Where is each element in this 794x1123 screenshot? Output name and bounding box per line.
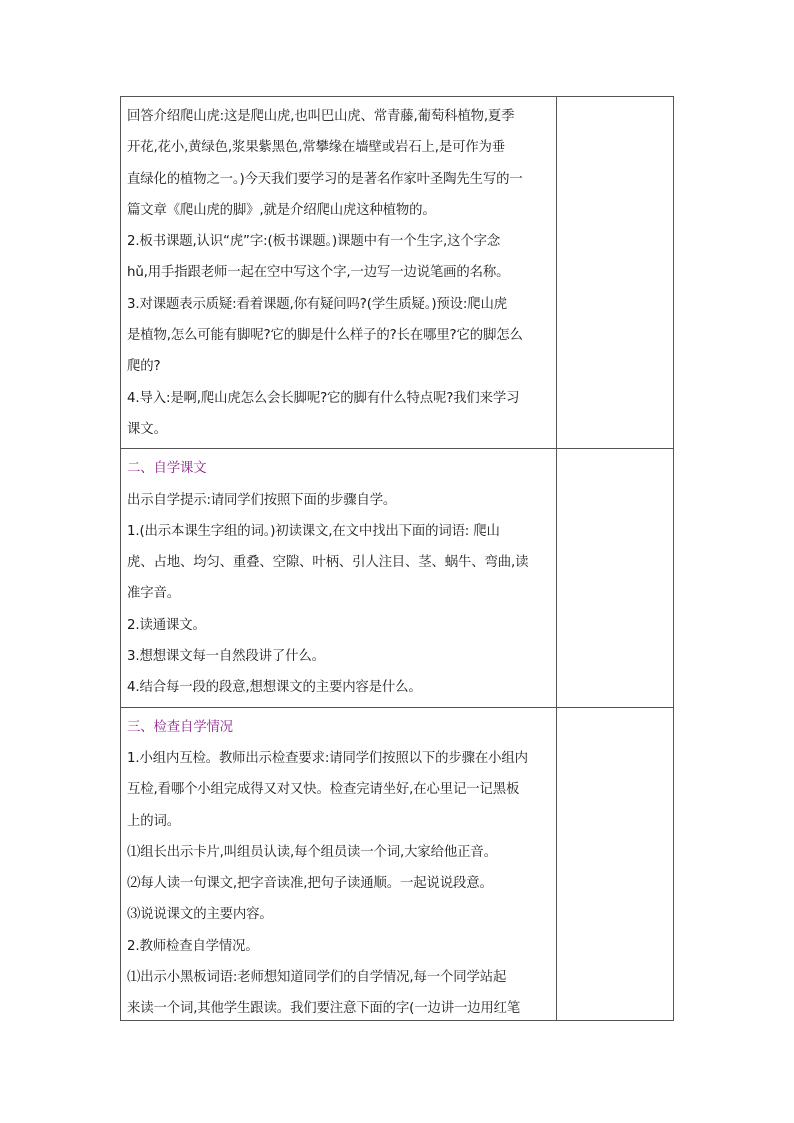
- text-line: 4.结合每一段的段意,想想课文的主要内容是什么。: [127, 680, 422, 696]
- table-row: [121, 97, 674, 449]
- main-cell: [121, 449, 557, 707]
- text-line: 准字音。: [127, 586, 180, 602]
- text-line: 1.小组内互检。教师出示检查要求:请同学们按照以下的步骤在小组内: [127, 750, 528, 766]
- text-line: 直绿化的植物之一。)今天我们要学习的是著名作家叶圣陶先生写的一: [127, 171, 523, 187]
- text-line: 互检,看哪个小组完成得又对又快。检查完请坐好,在心里记一记黑板: [127, 782, 520, 798]
- table-row: [121, 449, 674, 707]
- text-line: ⑴组长出示卡片,叫组员认读,每个组员读一个词,大家给他正音。: [127, 844, 497, 860]
- text-line: 3.想想课文每一自然段讲了什么。: [127, 649, 325, 665]
- text-line: 虎、占地、均匀、重叠、空隙、叶柄、引人注目、茎、蜗牛、弯曲,读: [127, 555, 529, 571]
- notes-cell: [556, 707, 673, 1021]
- notes-cell: [556, 449, 673, 707]
- text-line: 上的词。: [127, 813, 180, 829]
- text-line: 出示自学提示:请同学们按照下面的步骤自学。: [127, 492, 397, 508]
- text-line: ⑴出示小黑板词语:老师想知道同学们的自学情况,每一个同学站起: [127, 970, 507, 986]
- text-line: 1.(出示本课生字组的词。)初读课文,在文中找出下面的词语: 爬山: [127, 523, 500, 539]
- text-line: 课文。: [127, 421, 167, 437]
- text-line: 篇文章《爬山虎的脚》,就是介绍爬山虎这种植物的。: [127, 202, 436, 218]
- section-heading: 三、检查自学情况: [127, 719, 233, 735]
- text-line: hǔ,用手指跟老师一起在空中写这个字,一边写一边说笔画的名称。: [127, 265, 510, 281]
- text-line: ⑶说说课文的主要内容。: [127, 907, 273, 923]
- text-line: 2.读通课文。: [127, 617, 206, 633]
- lesson-plan-table: [120, 96, 674, 1021]
- text-line: 4.导入:是啊,爬山虎怎么会长脚呢?它的脚有什么特点呢?我们来学习: [127, 390, 520, 406]
- text-line: 2.教师检查自学情况。: [127, 938, 259, 954]
- main-cell: [121, 707, 557, 1021]
- text-line: 爬的?: [127, 359, 161, 375]
- text-line: 来读一个词,其他学生跟读。我们要注意下面的字(一边讲一边用红笔: [127, 1001, 521, 1017]
- text-line: 开花,花小,黄绿色,浆果紫黑色,常攀缘在墙壁或岩石上,是可作为垂: [127, 140, 506, 156]
- text-line: 2.板书课题,认识“虎”字:(板书课题。)课题中有一个生字,这个字念: [127, 234, 501, 250]
- text-line: ⑵每人读一句课文,把字音读准,把句子读通顺。一起说说段意。: [127, 876, 493, 892]
- text-line: 回答介绍爬山虎:这是爬山虎,也叫巴山虎、常青藤,葡萄科植物,夏季: [127, 109, 515, 124]
- main-cell: [121, 97, 557, 449]
- text-line: 3.对课题表示质疑:看着课题,你有疑问吗?(学生质疑。)预设:爬山虎: [127, 296, 507, 312]
- table-row: [121, 707, 674, 1021]
- section-heading: 二、自学课文: [127, 461, 207, 477]
- text-line: 是植物,怎么可能有脚呢?它的脚是什么样子的?长在哪里?它的脚怎么: [127, 328, 523, 344]
- notes-cell: [556, 97, 673, 449]
